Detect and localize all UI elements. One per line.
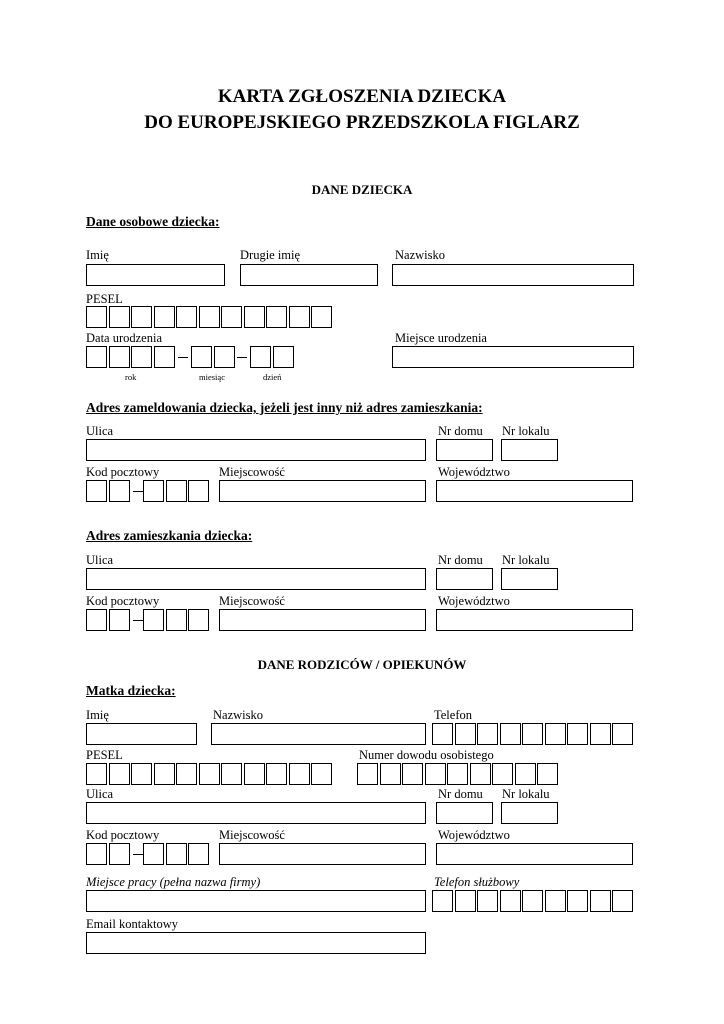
registered-house-no-label: Nr domu (438, 424, 483, 438)
char-cell[interactable] (266, 306, 287, 328)
child-birth-place-field[interactable] (392, 346, 634, 368)
mother-first-name-field[interactable] (86, 723, 197, 745)
char-cell[interactable] (166, 480, 187, 502)
mother-email-field[interactable] (86, 932, 426, 954)
char-cell[interactable] (470, 763, 491, 785)
mother-heading: Matka dziecka: (86, 683, 176, 698)
char-cell[interactable] (455, 890, 476, 912)
year-hint: rok (125, 372, 137, 382)
mother-pesel-field[interactable] (86, 763, 334, 785)
registered-province-field[interactable] (436, 480, 633, 502)
char-cell[interactable] (311, 763, 332, 785)
char-cell[interactable] (492, 763, 513, 785)
mother-phone-label: Telefon (434, 708, 472, 722)
char-cell[interactable] (176, 306, 197, 328)
char-cell[interactable] (266, 763, 287, 785)
residence-street-field[interactable] (86, 568, 426, 590)
residence-city-field[interactable] (219, 609, 426, 631)
char-cell[interactable] (188, 609, 209, 631)
registered-city-label: Miejscowość (219, 465, 285, 479)
char-cell[interactable] (590, 723, 611, 745)
child-birth-month-field[interactable] (191, 346, 236, 368)
registered-postal-suffix-field[interactable] (143, 480, 211, 502)
registered-house-no-field[interactable] (436, 439, 493, 461)
child-birth-date-label: Data urodzenia (86, 331, 163, 345)
child-middle-name-label: Drugie imię (240, 248, 301, 262)
mother-work-phone-label: Telefon służbowy (434, 875, 520, 889)
day-hint: dzień (263, 372, 282, 382)
char-cell[interactable] (131, 763, 152, 785)
mother-street-field[interactable] (86, 802, 426, 824)
postal-separator (133, 491, 143, 492)
char-cell[interactable] (143, 843, 164, 865)
child-birth-place-label: Miejsce urodzenia (395, 331, 487, 345)
char-cell[interactable] (244, 763, 265, 785)
char-cell[interactable] (477, 890, 498, 912)
mother-postal-label: Kod pocztowy (86, 828, 160, 842)
mother-last-name-field[interactable] (211, 723, 426, 745)
residence-city-label: Miejscowość (219, 594, 285, 608)
residence-house-no-field[interactable] (436, 568, 493, 590)
char-cell[interactable] (311, 306, 332, 328)
mother-workplace-label: Miejsce pracy (pełna nazwa firmy) (86, 875, 261, 889)
child-last-name-label: Nazwisko (395, 248, 445, 262)
char-cell[interactable] (425, 763, 446, 785)
char-cell[interactable] (191, 346, 212, 368)
registered-address-heading: Adres zameldowania dziecka, jeżeli jest inny niż adres zamieszkania: (86, 400, 483, 415)
postal-separator (133, 620, 143, 621)
char-cell[interactable] (166, 609, 187, 631)
char-cell[interactable] (545, 723, 566, 745)
mother-city-label: Miejscowość (219, 828, 285, 842)
registered-street-label: Ulica (86, 424, 114, 438)
char-cell[interactable] (86, 346, 107, 368)
char-cell[interactable] (289, 306, 310, 328)
char-cell[interactable] (612, 890, 633, 912)
mother-flat-no-field[interactable] (501, 802, 558, 824)
char-cell[interactable] (176, 763, 197, 785)
char-cell[interactable] (537, 763, 558, 785)
child-birth-day-field[interactable] (250, 346, 295, 368)
mother-id-card-label: Numer dowodu osobistego (359, 748, 494, 762)
registered-postal-prefix-field[interactable] (86, 480, 131, 502)
char-cell[interactable] (188, 843, 209, 865)
registered-city-field[interactable] (219, 480, 426, 502)
registered-flat-no-field[interactable] (501, 439, 558, 461)
char-cell[interactable] (250, 346, 271, 368)
mother-flat-no-label: Nr lokalu (502, 787, 550, 801)
child-first-name-label: Imię (86, 248, 109, 262)
registered-postal-label: Kod pocztowy (86, 465, 160, 479)
mother-postal-prefix-field[interactable] (86, 843, 131, 865)
mother-pesel-label: PESEL (86, 748, 123, 762)
char-cell[interactable] (143, 609, 164, 631)
char-cell[interactable] (402, 763, 423, 785)
char-cell[interactable] (500, 890, 521, 912)
char-cell[interactable] (86, 843, 107, 865)
mother-workplace-field[interactable] (86, 890, 426, 912)
registered-province-label: Województwo (438, 465, 510, 479)
char-cell[interactable] (432, 723, 453, 745)
char-cell[interactable] (273, 346, 294, 368)
char-cell[interactable] (109, 763, 130, 785)
char-cell[interactable] (221, 763, 242, 785)
residence-flat-no-field[interactable] (501, 568, 558, 590)
char-cell[interactable] (109, 480, 130, 502)
residence-province-field[interactable] (436, 609, 633, 631)
child-birth-year-field[interactable] (86, 346, 176, 368)
mother-work-phone-field[interactable] (432, 890, 635, 912)
mother-id-card-field[interactable] (357, 763, 560, 785)
month-hint: miesiąc (199, 372, 225, 382)
char-cell[interactable] (477, 723, 498, 745)
char-cell[interactable] (166, 843, 187, 865)
residence-postal-label: Kod pocztowy (86, 594, 160, 608)
char-cell[interactable] (131, 306, 152, 328)
char-cell[interactable] (244, 306, 265, 328)
char-cell[interactable] (199, 306, 220, 328)
mother-house-no-field[interactable] (436, 802, 493, 824)
child-personal-heading: Dane osobowe dziecka: (86, 214, 220, 229)
char-cell[interactable] (86, 306, 107, 328)
child-first-name-field[interactable] (86, 264, 225, 286)
char-cell[interactable] (590, 890, 611, 912)
mother-province-field[interactable] (436, 843, 633, 865)
residence-province-label: Województwo (438, 594, 510, 608)
char-cell[interactable] (221, 306, 242, 328)
child-middle-name-field[interactable] (240, 264, 378, 286)
child-pesel-label: PESEL (86, 292, 123, 306)
date-separator (237, 357, 247, 358)
residence-address-heading: Adres zamieszkania dziecka: (86, 528, 253, 543)
char-cell[interactable] (109, 609, 130, 631)
registered-flat-no-label: Nr lokalu (502, 424, 550, 438)
mother-city-field[interactable] (219, 843, 426, 865)
mother-phone-field[interactable] (432, 723, 635, 745)
mother-street-label: Ulica (86, 787, 114, 801)
char-cell[interactable] (154, 763, 175, 785)
char-cell[interactable] (109, 306, 130, 328)
section-title-child: DANE DZIECKA (311, 182, 413, 197)
child-last-name-field[interactable] (392, 264, 634, 286)
residence-flat-no-label: Nr lokalu (502, 553, 550, 567)
char-cell[interactable] (289, 763, 310, 785)
form-title-line1: KARTA ZGŁOSZENIA DZIECKA (217, 86, 507, 107)
mother-province-label: Województwo (438, 828, 510, 842)
char-cell[interactable] (214, 346, 235, 368)
residence-street-label: Ulica (86, 553, 114, 567)
char-cell[interactable] (455, 723, 476, 745)
char-cell[interactable] (380, 763, 401, 785)
char-cell[interactable] (500, 723, 521, 745)
mother-email-label: Email kontaktowy (86, 917, 178, 931)
char-cell[interactable] (522, 890, 543, 912)
char-cell[interactable] (567, 723, 588, 745)
mother-first-name-label: Imię (86, 708, 109, 722)
char-cell[interactable] (522, 723, 543, 745)
char-cell[interactable] (357, 763, 378, 785)
residence-house-no-label: Nr domu (438, 553, 483, 567)
char-cell[interactable] (86, 609, 107, 631)
section-title-parents: DANE RODZICÓW / OPIEKUNÓW (257, 657, 467, 672)
date-separator (178, 357, 188, 358)
char-cell[interactable] (612, 723, 633, 745)
char-cell[interactable] (515, 763, 536, 785)
mother-postal-suffix-field[interactable] (143, 843, 211, 865)
char-cell[interactable] (432, 890, 453, 912)
char-cell[interactable] (567, 890, 588, 912)
mother-house-no-label: Nr domu (438, 787, 483, 801)
char-cell[interactable] (154, 346, 175, 368)
char-cell[interactable] (199, 763, 220, 785)
residence-postal-prefix-field[interactable] (86, 609, 131, 631)
postal-separator (133, 854, 143, 855)
char-cell[interactable] (447, 763, 468, 785)
char-cell[interactable] (143, 480, 164, 502)
char-cell[interactable] (131, 346, 152, 368)
registered-street-field[interactable] (86, 439, 426, 461)
residence-postal-suffix-field[interactable] (143, 609, 211, 631)
mother-last-name-label: Nazwisko (213, 708, 263, 722)
form-title-line2: DO EUROPEJSKIEGO PRZEDSZKOLA FIGLARZ (144, 112, 580, 133)
child-pesel-field[interactable] (86, 306, 334, 328)
char-cell[interactable] (545, 890, 566, 912)
char-cell[interactable] (109, 843, 130, 865)
char-cell[interactable] (86, 480, 107, 502)
char-cell[interactable] (154, 306, 175, 328)
char-cell[interactable] (86, 763, 107, 785)
char-cell[interactable] (109, 346, 130, 368)
char-cell[interactable] (188, 480, 209, 502)
